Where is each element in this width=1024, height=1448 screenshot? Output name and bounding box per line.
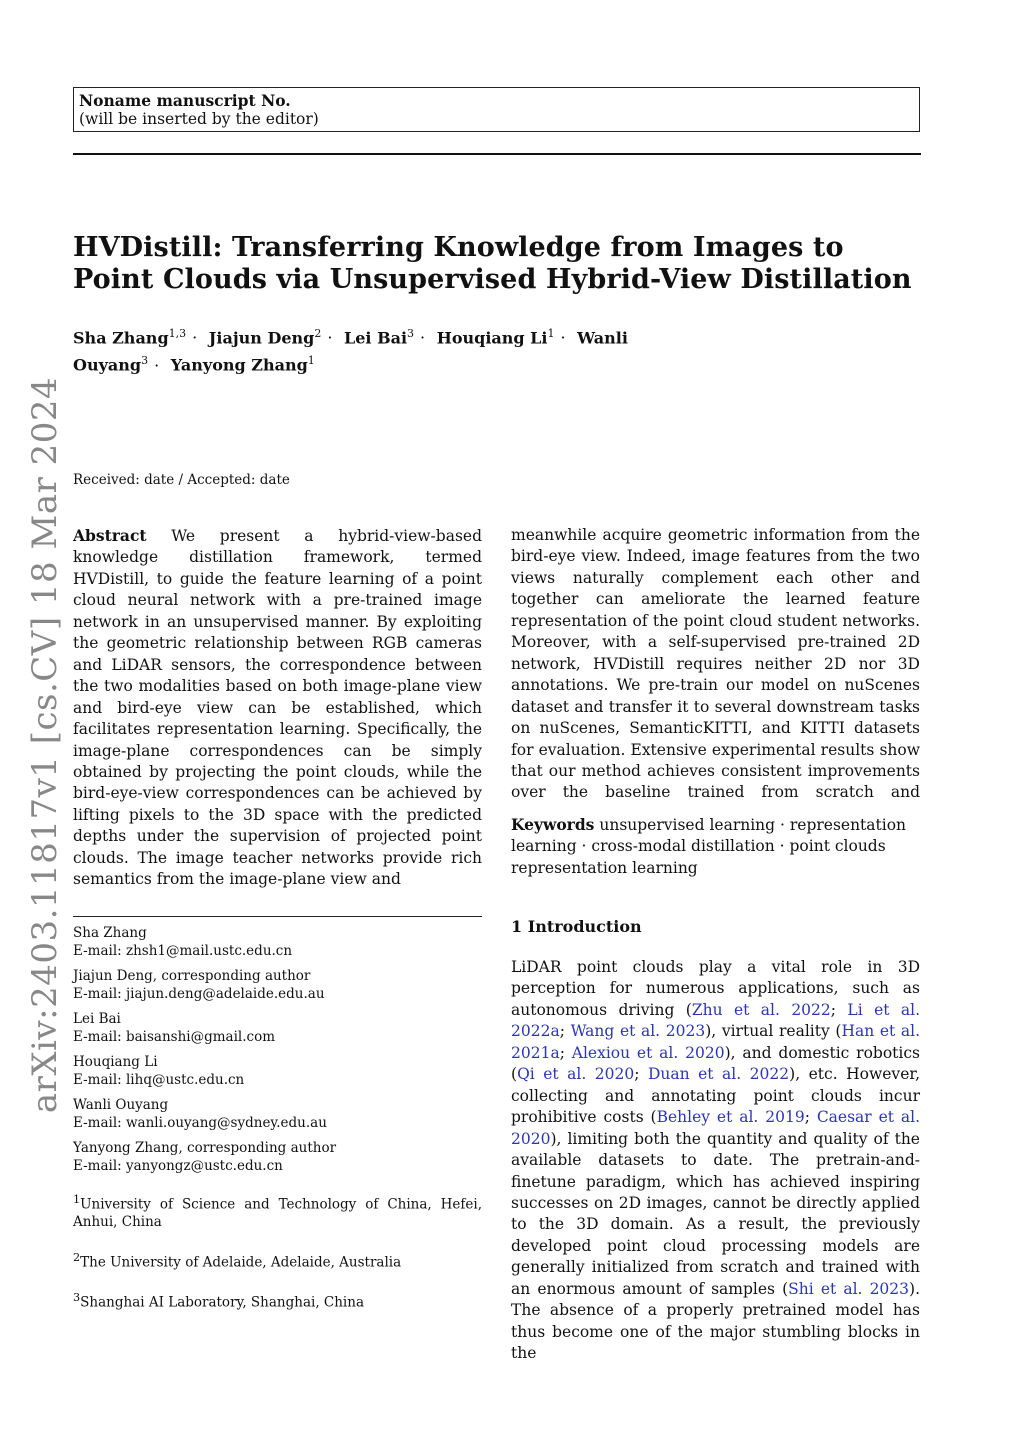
paper-title: HVDistill: Transferring Knowledge from Images to Point Clouds via Unsupervised Hybrid-View Distillation [73, 232, 912, 295]
intro-text: ), virtual reality ( [705, 1022, 842, 1041]
author-list: Sha Zhang$^{1,3}$ · Jiajun Deng$^2$ · Lei Bai$^3$ · Houqiang $Li^1$ · Wanli Ouyang$^3$ · Yanyong Zhang$^1$ [73, 327, 628, 375]
contact-email: E-mail: jiajun.deng@adelaide.edu.au [73, 985, 325, 1002]
contact-item [73, 1011, 482, 1046]
editor-note: (will be inserted by the editor) [79, 110, 319, 128]
affiliation-text: University of Science and Technology of China, Hefei, Anhui, China [73, 1196, 482, 1230]
contact-email: E-mail: baisanshi@gmail.com [73, 1028, 276, 1045]
contact-name: Lei Bai [73, 1011, 121, 1027]
contact-item [73, 1054, 482, 1089]
citation-sep: ; [634, 1065, 648, 1084]
author-name: Yanyong Zhang [170, 355, 308, 375]
abstract-column [73, 525, 482, 892]
citation-sep: ; [804, 1108, 817, 1127]
introduction-text [511, 957, 920, 1365]
contact-email: E-mail: lihq@ustc.edu.cn [73, 1071, 245, 1088]
contact-email: E-mail: yanyongz@ustc.edu.cn [73, 1157, 283, 1174]
citation-sep: ; [559, 1043, 572, 1062]
citation-link[interactable]: Caesar et al. 2020 [511, 1108, 921, 1148]
author-affil: 2 [314, 327, 322, 340]
author-affil: 1 [307, 354, 315, 368]
citation-link[interactable]: Shi et al. 2023 [788, 1279, 910, 1298]
affiliation-number: 3 [73, 1290, 81, 1304]
affiliation-text: Shanghai AI Laboratory, Shanghai, China [80, 1294, 364, 1310]
author-affil: 1,3 [168, 327, 187, 340]
contact-email: E-mail: zhsh1@mail.ustc.edu.cn [73, 942, 293, 959]
contact-item [73, 925, 482, 960]
received-date: Received: date / Accepted: date [73, 472, 290, 488]
contact-email: E-mail: wanli.ouyang@sydney.edu.au [73, 1114, 327, 1131]
abstract [73, 525, 482, 891]
manuscript-label: Noname manuscript No. [79, 91, 291, 110]
author-affil: 3 [407, 327, 415, 340]
header-rule [73, 153, 921, 155]
citation-link[interactable]: Wang et al. 2023 [570, 1022, 706, 1041]
author-affil: 3 [141, 354, 149, 368]
author-name: Houqiang Li [436, 328, 548, 348]
contact-item [73, 968, 482, 1003]
abstract-continuation [511, 525, 920, 879]
affiliation-number: 2 [73, 1250, 81, 1264]
contact-name: Houqiang Li [73, 1054, 158, 1070]
arxiv-id: arXiv:2403.11817v1 [cs.CV] 18 Mar 2024 [25, 376, 65, 1114]
footnotes [73, 925, 482, 1329]
affiliation-text: The University of Adelaide, Adelaide, Australia [80, 1254, 402, 1270]
contact-item [73, 1097, 482, 1132]
citation-link[interactable]: Han et al. 2021a [511, 1022, 921, 1062]
affiliation-item [73, 1249, 482, 1272]
abstract-text-continued: meanwhile acquire geometric information from the bird-eye view. Indeed, image features from the two views naturally complement each other and together can ameliorate the learned feature representation of the point cloud student networks. Moreover, with a self-supervised pre-trained 2D network, HVDistill requires neither 2D nor 3D annotations. We pre-train our model on nuScenes dataset and transfer it to several downstream tasks on nuScenes, SemanticKITTI, and KITTI datasets for evaluation. Extensive experimental results show that our method achieves consistent improvements over the baseline trained from scratch and [511, 526, 920, 802]
intro-text: ), and domestic robotics ( [511, 1043, 920, 1084]
footnote-rule [73, 916, 482, 917]
contact-item [73, 1140, 482, 1175]
affiliation-item [73, 1289, 482, 1312]
author-name: Sha Zhang [73, 328, 169, 348]
contact-name: Wanli Ouyang [73, 1097, 169, 1113]
abstract-label: Abstract [73, 526, 147, 545]
affiliation-number: 1 [73, 1193, 81, 1206]
contact-name: Jiajun Deng, corresponding author [73, 968, 311, 984]
citation-link[interactable]: Qi et al. 2020 [517, 1065, 635, 1084]
intro-text: LiDAR point clouds play a vital role in 3D perception for numerous applications, such as autonomous driving ( [511, 958, 920, 1019]
intro-text: ). The absence of a properly pretrained model has thus become one of the major stumbling blocks in the [511, 1279, 920, 1363]
contact-name: Yanyong Zhang, corresponding author [73, 1140, 337, 1156]
section-heading-introduction: 1 Introduction [511, 917, 642, 936]
citation-link[interactable]: Alexiou et al. 2020 [571, 1043, 725, 1062]
citation-link[interactable]: Zhu et al. 2022 [691, 1000, 831, 1019]
citation-link[interactable]: Duan et al. 2022 [647, 1065, 790, 1084]
citation-link[interactable]: Li et al. 2022a [511, 1000, 921, 1041]
abstract-continuation-text [511, 525, 920, 804]
intro-text: ), limiting both the quantity and quality of the available datasets to date. The pretrain-and-finetune paradigm, which has achieved inspiring successes on 2D images, cannot be directly applied to the 3D domain. As a result, the previously developed point cloud processing models are generally initialized from scratch and trained with an enormous amount of samples ( [511, 1129, 920, 1298]
author-name: Lei Bai [343, 328, 408, 348]
author-affil: 1 [547, 327, 555, 340]
citation-sep: ; [830, 1000, 848, 1019]
citation-link[interactable]: Behley et al. 2019 [656, 1108, 805, 1127]
keywords-text: unsupervised learning · representation learning · cross-modal distillation · point clouds representation learning [511, 816, 907, 877]
keywords-label: Keywords [511, 815, 595, 834]
author-name: Wanli Ouyang [73, 328, 628, 375]
author-name: Jiajun Deng [208, 328, 315, 348]
citation-sep: ; [559, 1022, 571, 1041]
affiliation-item [73, 1191, 482, 1232]
intro-text: ), etc. However, collecting and annotating point clouds incur prohibitive costs ( [511, 1065, 921, 1127]
contact-name: Sha Zhang [73, 925, 147, 941]
keywords [511, 814, 920, 879]
editor-note-box [73, 87, 920, 132]
abstract-text: We present a hybrid-view-based knowledge distillation framework, termed HVDistill, to guide the feature learning of a point cloud neural network with a pre-trained image network in an unsupervised manner. By exploiting the geometric relationship between RGB cameras and LiDAR sensors, the correspondence between the two modalities based on both image-plane view and bird-eye view can be established, which facilitates representation learning. Specifically, the image-plane correspondences can be simply obtained by projecting the point clouds, while the bird-eye-view correspondences can be achieved by lifting pixels to the 3D space with the predicted depths under the supervision of projected point clouds. The image teacher networks provide rich semantics from the image-plane view and [73, 527, 482, 889]
